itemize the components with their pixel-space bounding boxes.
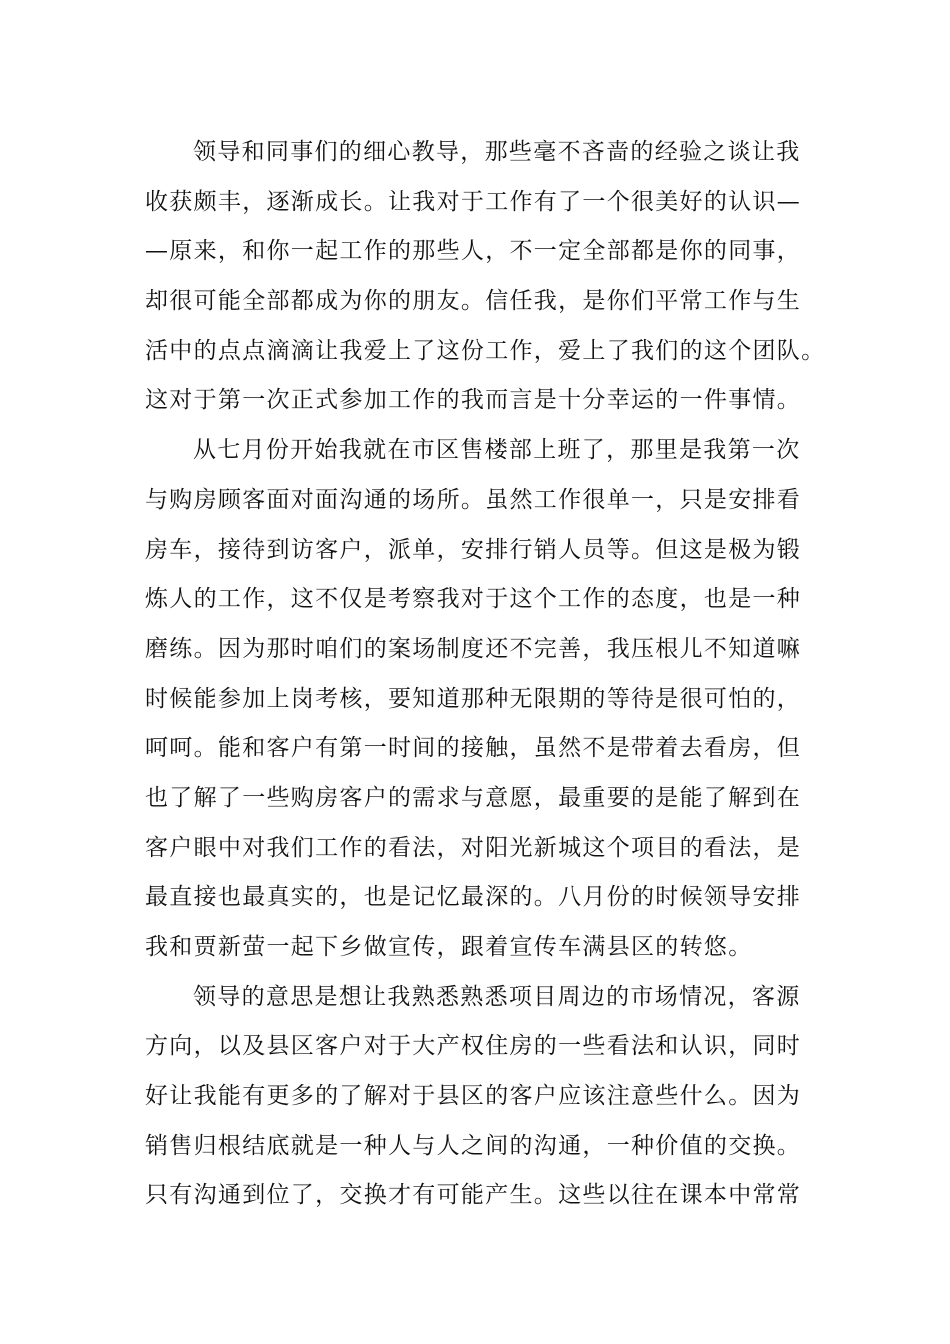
paragraph-line: 客户眼中对我们工作的看法，对阳光新城这个项目的看法，是 bbox=[145, 834, 802, 861]
paragraph-line: 只有沟通到位了，交换才有可能产生。这些以往在课本中常常 bbox=[145, 1182, 802, 1209]
body-text bbox=[145, 128, 825, 1221]
paragraph-line: 最直接也最真实的，也是记忆最深的。八月份的时候领导安排 bbox=[145, 884, 802, 911]
paragraph-line: 炼人的工作，这不仅是考察我对于这个工作的态度，也是一种 bbox=[145, 586, 802, 613]
paragraph-line: 呵呵。能和客户有第一时间的接触，虽然不是带着去看房，但 bbox=[145, 735, 802, 762]
paragraph-line: 销售归根结底就是一种人与人之间的沟通，一种价值的交换。 bbox=[145, 1132, 802, 1159]
paragraph-line: 时候能参加上岗考核，要知道那种无限期的等待是很可怕的， bbox=[145, 685, 802, 712]
paragraph-line: 这对于第一次正式参加工作的我而言是十分幸运的一件事情。 bbox=[145, 387, 802, 414]
paragraph-line: 好让我能有更多的了解对于县区的客户应该注意些什么。因为 bbox=[145, 1083, 802, 1110]
paragraph-line: 房车，接待到访客户，派单，安排行销人员等。但这是极为锻 bbox=[145, 536, 802, 563]
paragraph-line: 领导的意思是想让我熟悉熟悉项目周边的市场情况，客源 bbox=[193, 983, 801, 1010]
paragraph-line: —原来，和你一起工作的那些人，不一定全部都是你的同事， bbox=[145, 238, 802, 265]
paragraph-line: 收获颇丰，逐渐成长。让我对于工作有了一个很美好的认识— bbox=[145, 188, 802, 215]
paragraph-line: 我和贾新萤一起下乡做宣传，跟着宣传车满县区的转悠。 bbox=[145, 934, 753, 960]
paragraph-line: 也了解了一些购房客户的需求与意愿，最重要的是能了解到在 bbox=[145, 784, 802, 811]
paragraph-line: 方向，以及县区客户对于大产权住房的一些看法和认识，同时 bbox=[145, 1033, 802, 1060]
paragraph-line: 与购房顾客面对面沟通的场所。虽然工作很单一，只是安排看 bbox=[145, 486, 802, 513]
paragraph-line: 从七月份开始我就在市区售楼部上班了，那里是我第一次 bbox=[193, 437, 801, 464]
paragraph-line: 活中的点点滴滴让我爱上了这份工作，爱上了我们的这个团队。 bbox=[145, 337, 826, 364]
paragraph-line: 却很可能全部都成为你的朋友。信任我，是你们平常工作与生 bbox=[145, 288, 802, 315]
paragraph-line: 领导和同事们的细心教导，那些毫不吝啬的经验之谈让我 bbox=[193, 139, 801, 165]
paragraph-line: 磨练。因为那时咱们的案场制度还不完善，我压根儿不知道嘛 bbox=[145, 635, 802, 662]
